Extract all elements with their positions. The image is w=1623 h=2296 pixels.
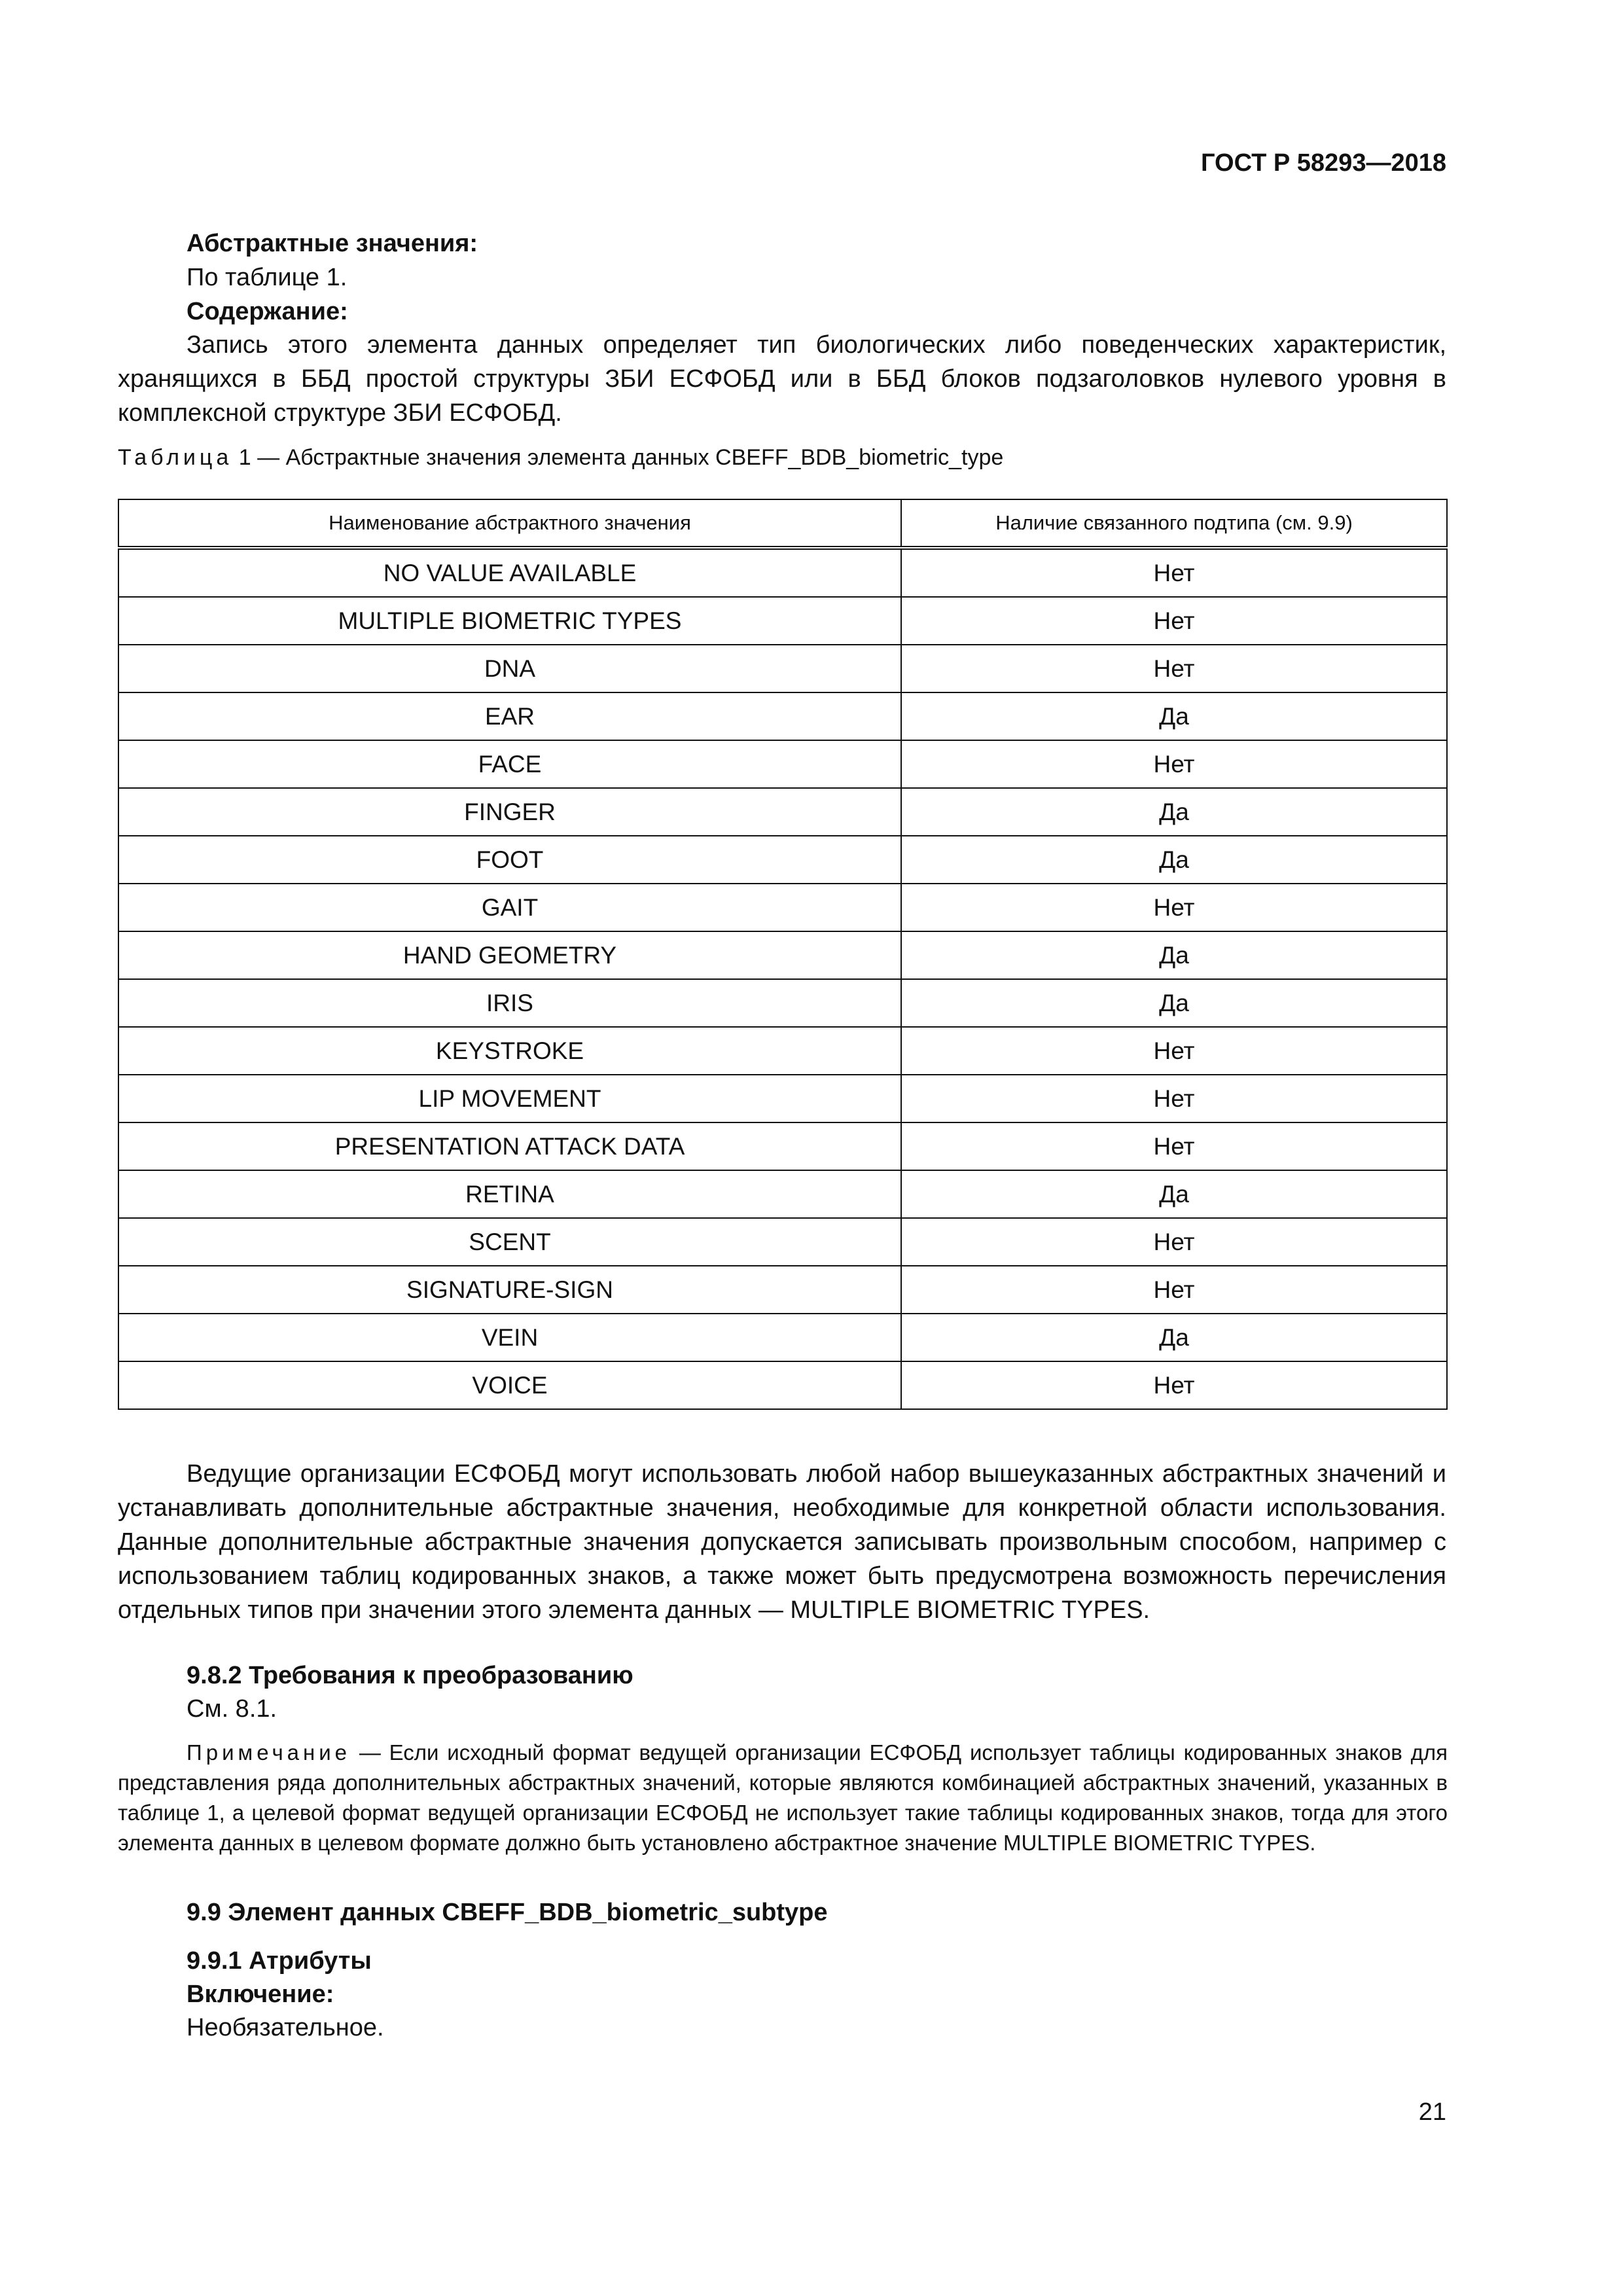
table-cell-name: VEIN [118,1314,901,1361]
table-cell-subtype: Да [901,1314,1447,1361]
section-9-9-heading: 9.9 Элемент данных CBEFF_BDB_biometric_subtype [187,1899,828,1926]
table-cell-subtype: Нет [901,1075,1447,1122]
table-caption-text: 1 — Абстрактные значения элемента данных CBEFF_BDB_biometric_type [238,445,1004,470]
page-number: 21 [1418,2098,1446,2126]
table-row [118,1266,1447,1314]
table-row [118,1075,1447,1122]
abstract-values-text: По таблице 1. [187,264,348,291]
table-cell-name: SIGNATURE-SIGN [118,1266,901,1314]
section-9-8-2-heading: 9.8.2 Требования к преобразованию [187,1662,633,1689]
table-cell-subtype: Нет [901,1361,1447,1409]
table-cell-subtype: Нет [901,597,1447,645]
table-cell-name: VOICE [118,1361,901,1409]
table-cell-name: RETINA [118,1170,901,1218]
section-9-8-2-text: См. 8.1. [187,1695,277,1723]
table-header-subtype: Наличие связанного подтипа (см. 9.9) [901,499,1447,548]
table-row [118,548,1447,597]
table-row [118,645,1447,692]
table-cell-subtype: Нет [901,1218,1447,1266]
table-row [118,1218,1447,1266]
table-row [118,884,1447,931]
table-cell-subtype: Да [901,788,1447,836]
abstract-values-label: Абстрактные значения: [187,230,478,257]
table-cell-name: SCENT [118,1218,901,1266]
table-cell-subtype: Нет [901,1266,1447,1314]
table-cell-name: DNA [118,645,901,692]
table-body [118,548,1447,1409]
table-cell-name: KEYSTROKE [118,1027,901,1075]
note-text: — Если исходный формат ведущей организации ЕСФОБД использует таблицы кодированных знаков для представления ряда дополнительных абстрактных значений, которые являются комбинацией абстрактных значений, указанных в таблице 1, а целевой формат ведущей организации ЕСФОБД не использует такие таблицы кодированных знаков, тогда для этого элемента данных в целевом формате должно быть установлено абстрактное значение MULTIPLE BIOMETRIC TYPES. [118,1740,1448,1855]
abstract-values-table [118,499,1448,1410]
table-row [118,1122,1447,1170]
table-cell-name: IRIS [118,979,901,1027]
table-cell-subtype: Да [901,692,1447,740]
table-cell-subtype: Нет [901,645,1447,692]
table-row [118,979,1447,1027]
table-cell-subtype: Нет [901,1027,1447,1075]
table-row [118,1027,1447,1075]
table-cell-subtype: Нет [901,548,1447,597]
table-cell-subtype: Да [901,979,1447,1027]
table-row [118,740,1447,788]
table-row [118,597,1447,645]
table-cell-name: EAR [118,692,901,740]
section-9-9-1-heading: 9.9.1 Атрибуты [187,1947,372,1975]
inclusion-label: Включение: [187,1981,334,2008]
table-cell-name: NO VALUE AVAILABLE [118,548,901,597]
table-header-row [118,499,1447,548]
table-cell-name: GAIT [118,884,901,931]
table-cell-name: FINGER [118,788,901,836]
table-cell-name: LIP MOVEMENT [118,1075,901,1122]
table-row [118,692,1447,740]
table-row [118,1314,1447,1361]
content-label: Содержание: [187,298,348,325]
body-paragraph: Ведущие организации ЕСФОБД могут использовать любой набор вышеуказанных абстрактных значений и устанавливать дополнительные абстрактные значения, необходимые для конкретной области использования. Данные дополнительные абстрактные значения допускается записывать произвольным способом, например с использованием таблиц кодированных знаков, а также может быть предусмотрена возможность перечисления отдельных типов при значении этого элемента данных — MULTIPLE BIOMETRIC TYPES. [118,1460,1446,1624]
table-row [118,931,1447,979]
table-cell-subtype: Нет [901,1122,1447,1170]
document-header: ГОСТ Р 58293—2018 [1201,149,1446,177]
table-cell-name: PRESENTATION ATTACK DATA [118,1122,901,1170]
note-block [118,1738,1448,1858]
content-paragraph: Запись этого элемента данных определяет тип биологических либо поведенческих характеристик, хранящихся в ББД простой структуры ЗБИ ЕСФОБД или в ББД блоков подзаголовков нулевого уровня в комплексной структуре ЗБИ ЕСФОБД. [118,331,1446,427]
table-cell-subtype: Да [901,1170,1447,1218]
table-row [118,1170,1447,1218]
table-cell-subtype: Да [901,836,1447,884]
table-cell-subtype: Нет [901,740,1447,788]
table-header-name: Наименование абстрактного значения [118,499,901,548]
table-caption [118,445,1003,471]
table-cell-name: FOOT [118,836,901,884]
table-caption-prefix: Таблица [118,445,233,470]
table-cell-subtype: Нет [901,884,1447,931]
table-cell-name: MULTIPLE BIOMETRIC TYPES [118,597,901,645]
table-cell-subtype: Да [901,931,1447,979]
table-row [118,1361,1447,1409]
table-cell-name: FACE [118,740,901,788]
table-row [118,836,1447,884]
inclusion-value: Необязательное. [187,2014,384,2041]
table-row [118,788,1447,836]
table-cell-name: HAND GEOMETRY [118,931,901,979]
note-label: Примечание [187,1740,351,1765]
